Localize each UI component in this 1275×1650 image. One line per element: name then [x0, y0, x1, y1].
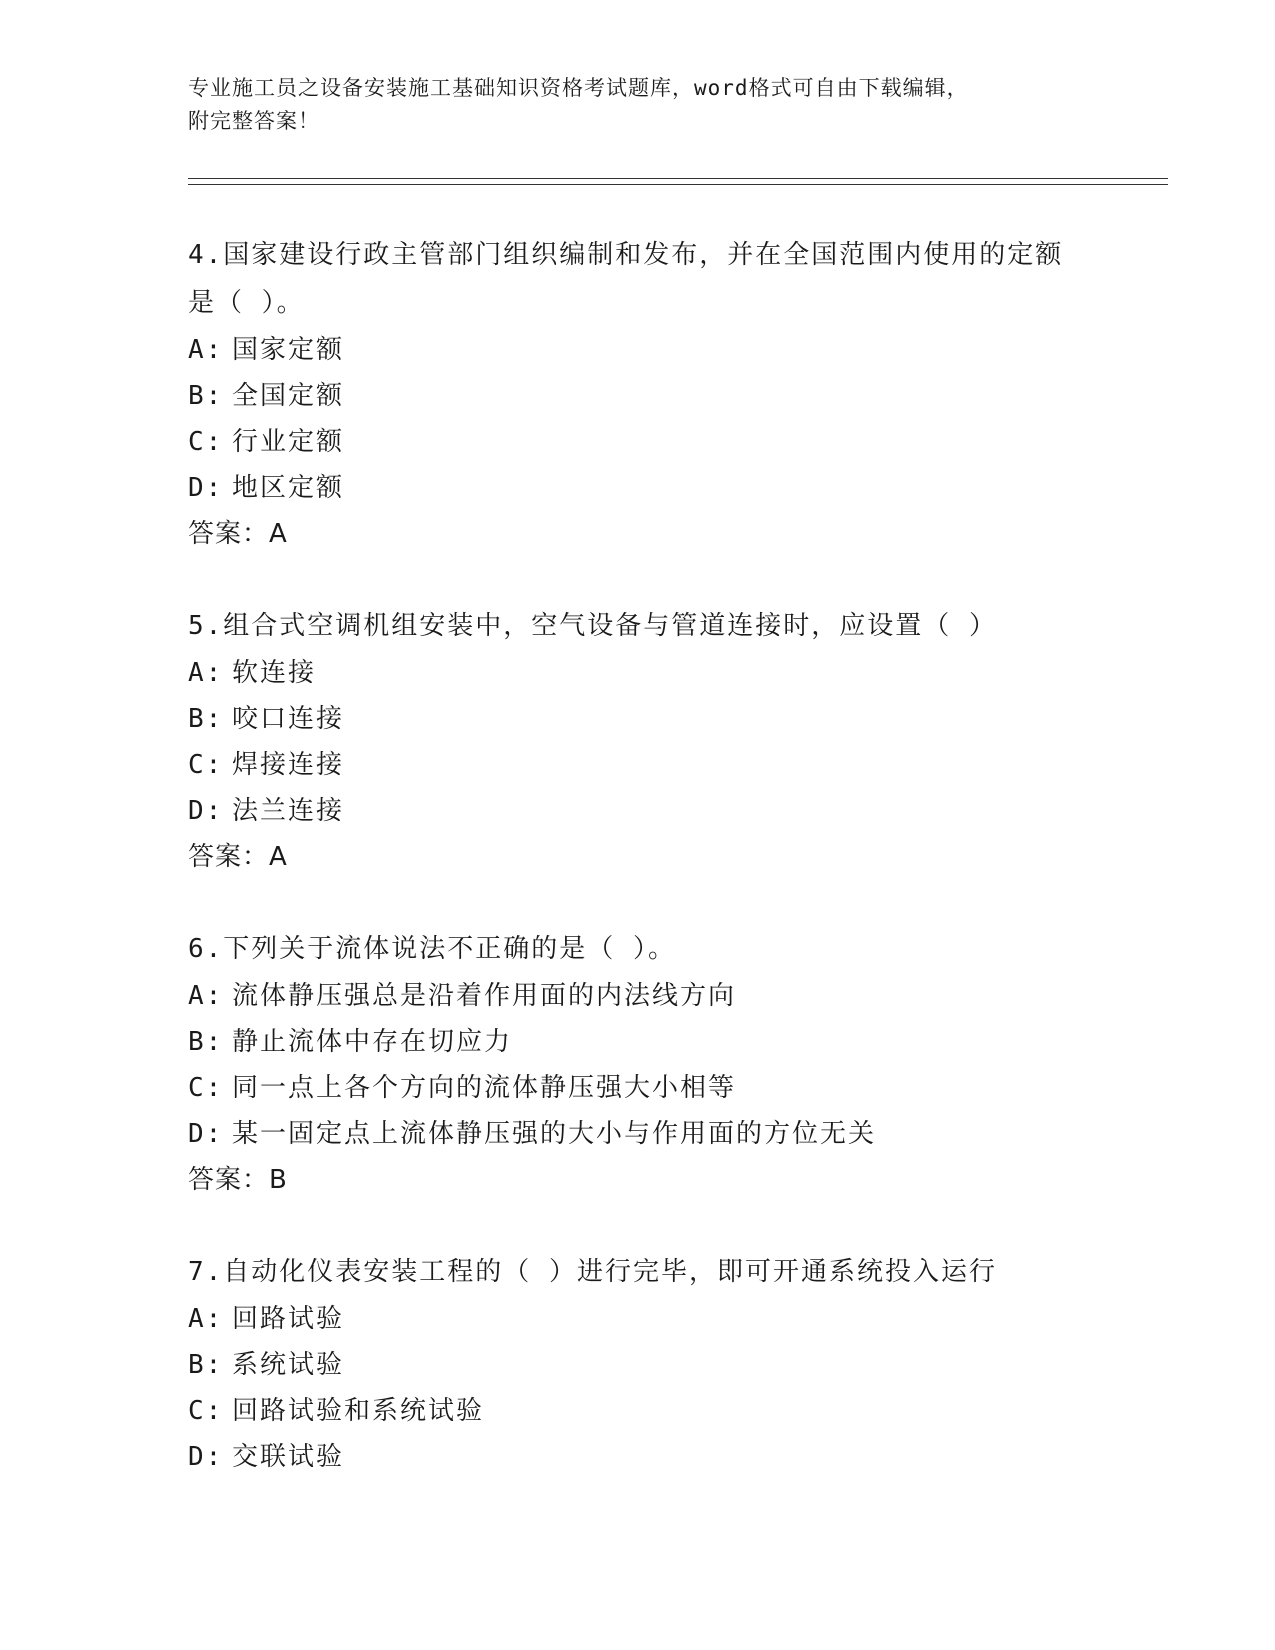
question-stem: 6.下列关于流体说法不正确的是（ ）。 — [188, 934, 676, 964]
option-c — [188, 419, 1168, 465]
question-6 — [188, 925, 1168, 1203]
option-text: 某一固定点上流体静压强的大小与作用面的方位无关 — [232, 1119, 877, 1149]
answer-line: 答案：A — [188, 519, 288, 549]
option-c — [188, 742, 1168, 788]
option-key: B: — [188, 704, 224, 734]
option-text: 咬口连接 — [232, 704, 345, 734]
option-key: C: — [188, 1396, 224, 1426]
header-line-1: 专业施工员之设备安装施工基础知识资格考试题库，word格式可自由下载编辑， — [188, 76, 969, 100]
option-d — [188, 465, 1168, 511]
option-key: D: — [188, 1119, 224, 1149]
option-key: C: — [188, 1073, 224, 1103]
option-text: 行业定额 — [232, 427, 345, 457]
option-text: 软连接 — [232, 658, 317, 688]
option-d — [188, 1111, 1168, 1157]
question-stem: 5.组合式空调机组安装中，空气设备与管道连接时，应设置（ ） — [188, 611, 997, 641]
double-rule-divider — [188, 178, 1168, 185]
option-text: 同一点上各个方向的流体静压强大小相等 — [232, 1073, 737, 1103]
question-stem: 7.自动化仪表安装工程的（ ）进行完毕，即可开通系统投入运行 — [188, 1257, 997, 1287]
option-b — [188, 1019, 1168, 1065]
document-page — [188, 72, 1168, 1525]
option-text: 流体静压强总是沿着作用面的内法线方向 — [232, 981, 737, 1011]
answer-line: 答案：A — [188, 842, 288, 872]
option-text: 系统试验 — [232, 1350, 345, 1380]
option-text: 法兰连接 — [232, 796, 345, 826]
option-text: 地区定额 — [232, 473, 345, 503]
option-a — [188, 327, 1168, 373]
option-text: 回路试验 — [232, 1304, 345, 1334]
option-key: C: — [188, 427, 224, 457]
option-b — [188, 1342, 1168, 1388]
answer-line: 答案：B — [188, 1165, 288, 1195]
option-key: B: — [188, 1350, 224, 1380]
question-stem: 4.国家建设行政主管部门组织编制和发布，并在全国范围内使用的定额是（ ）。 — [188, 240, 1064, 318]
option-key: D: — [188, 1442, 224, 1472]
option-key: A: — [188, 1304, 224, 1334]
option-text: 回路试验和系统试验 — [232, 1396, 485, 1426]
option-text: 静止流体中存在切应力 — [232, 1027, 513, 1057]
option-text: 焊接连接 — [232, 750, 345, 780]
option-b — [188, 696, 1168, 742]
option-key: C: — [188, 750, 224, 780]
header-line-2: 附完整答案！ — [188, 109, 320, 133]
option-a — [188, 1296, 1168, 1342]
option-text: 交联试验 — [232, 1442, 345, 1472]
option-c — [188, 1388, 1168, 1434]
option-key: A: — [188, 981, 224, 1011]
question-5 — [188, 602, 1168, 880]
option-d — [188, 788, 1168, 834]
option-key: B: — [188, 381, 224, 411]
option-text: 国家定额 — [232, 335, 345, 365]
option-key: B: — [188, 1027, 224, 1057]
option-b — [188, 373, 1168, 419]
option-key: D: — [188, 796, 224, 826]
question-list — [188, 231, 1168, 1480]
option-key: A: — [188, 335, 224, 365]
option-key: D: — [188, 473, 224, 503]
option-key: A: — [188, 658, 224, 688]
option-a — [188, 650, 1168, 696]
option-c — [188, 1065, 1168, 1111]
option-a — [188, 973, 1168, 1019]
question-4 — [188, 231, 1168, 557]
option-d — [188, 1434, 1168, 1480]
option-text: 全国定额 — [232, 381, 345, 411]
question-7 — [188, 1248, 1168, 1480]
